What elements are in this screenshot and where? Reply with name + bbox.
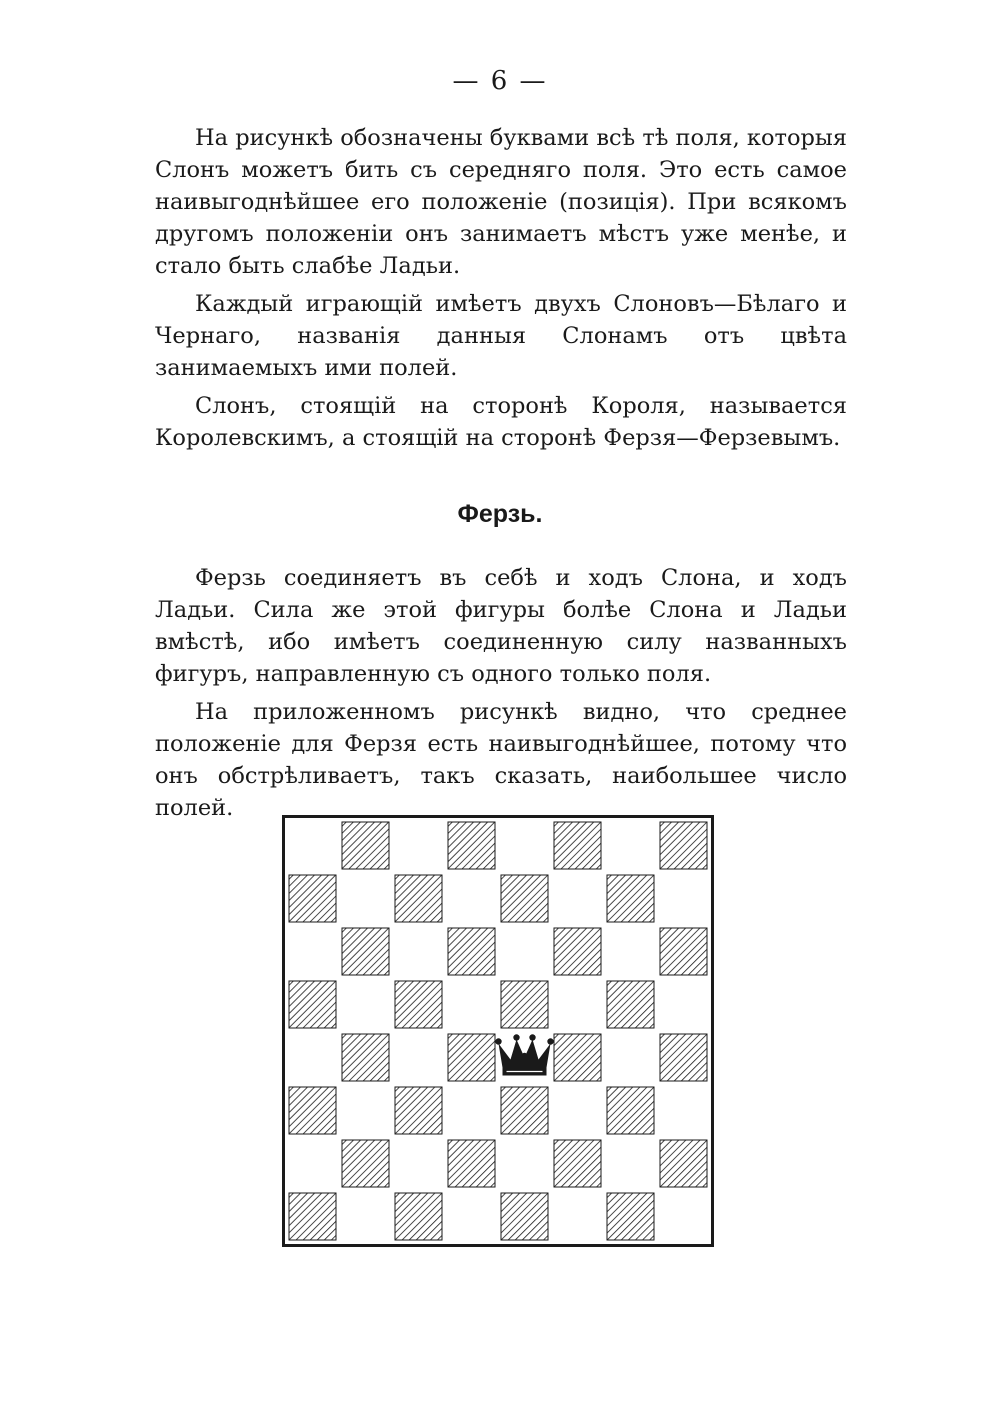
dark-square: [395, 1087, 442, 1134]
dark-square: [448, 1034, 495, 1081]
dark-square: [554, 1034, 601, 1081]
dark-square: [554, 928, 601, 975]
dark-square: [660, 1140, 707, 1187]
paragraph: Ферзь соединяетъ въ себѣ и ходъ Слона, и ходъ Ладьи. Сила же этой фигуры болѣе Слона и Ладьи вмѣстѣ, ибо имѣетъ соединенную силу названныхъ фигуръ, направленную съ одного только поля.: [155, 565, 847, 687]
dark-square: [289, 981, 336, 1028]
dark-square: [395, 875, 442, 922]
dark-square: [448, 928, 495, 975]
dark-square: [660, 928, 707, 975]
dark-square: [554, 822, 601, 869]
dark-square: [448, 1140, 495, 1187]
dark-square: [554, 1140, 601, 1187]
chessboard-diagram: [282, 815, 714, 1247]
dark-square: [289, 1193, 336, 1240]
dark-square: [660, 822, 707, 869]
dark-square: [342, 928, 389, 975]
paragraph: На рисункѣ обозначены буквами всѣ тѣ поля, которыя Слонъ можетъ бить съ середняго поля. Это есть самое наивыгоднѣйшее его положеніе (позиція). При всякомъ другомъ положеніи онъ занимаетъ мѣстъ уже менѣе, и стало быть слабѣе Ладьи.: [155, 125, 847, 279]
paragraph: На приложенномъ рисункѣ видно, что среднее положеніе для Ферзя есть наивыгоднѣйшее, потому что онъ обстрѣливаетъ, такъ сказать, наибольшее число полей.: [155, 699, 847, 821]
section-heading-queen: Ферзь.: [457, 500, 543, 528]
paragraph: Слонъ, стоящій на сторонѣ Короля, называется Королевскимъ, а стоящій на сторонѣ Ферзя—Ферзевымъ.: [155, 393, 847, 451]
dark-square: [289, 875, 336, 922]
dark-square: [395, 981, 442, 1028]
dark-square: [501, 875, 548, 922]
paragraph: Каждый играющій имѣетъ двухъ Слоновъ—Бѣлаго и Чернаго, названія данныя Слонамъ отъ цвѣта занимаемыхъ ими полей.: [155, 291, 847, 381]
dark-square: [607, 1087, 654, 1134]
dark-square: [607, 981, 654, 1028]
dark-square: [501, 981, 548, 1028]
dark-square: [607, 1193, 654, 1240]
bishop-text: [155, 122, 847, 454]
dark-square: [289, 1087, 336, 1134]
dark-square: [342, 822, 389, 869]
dark-square: [660, 1034, 707, 1081]
dark-square: [342, 1034, 389, 1081]
dark-square: [395, 1193, 442, 1240]
dark-square: [342, 1140, 389, 1187]
page-number: — 6 —: [452, 66, 548, 96]
dark-square: [501, 1193, 548, 1240]
queen-text: [155, 562, 847, 824]
dark-square: [448, 822, 495, 869]
dark-square: [501, 1087, 548, 1134]
dark-square: [607, 875, 654, 922]
